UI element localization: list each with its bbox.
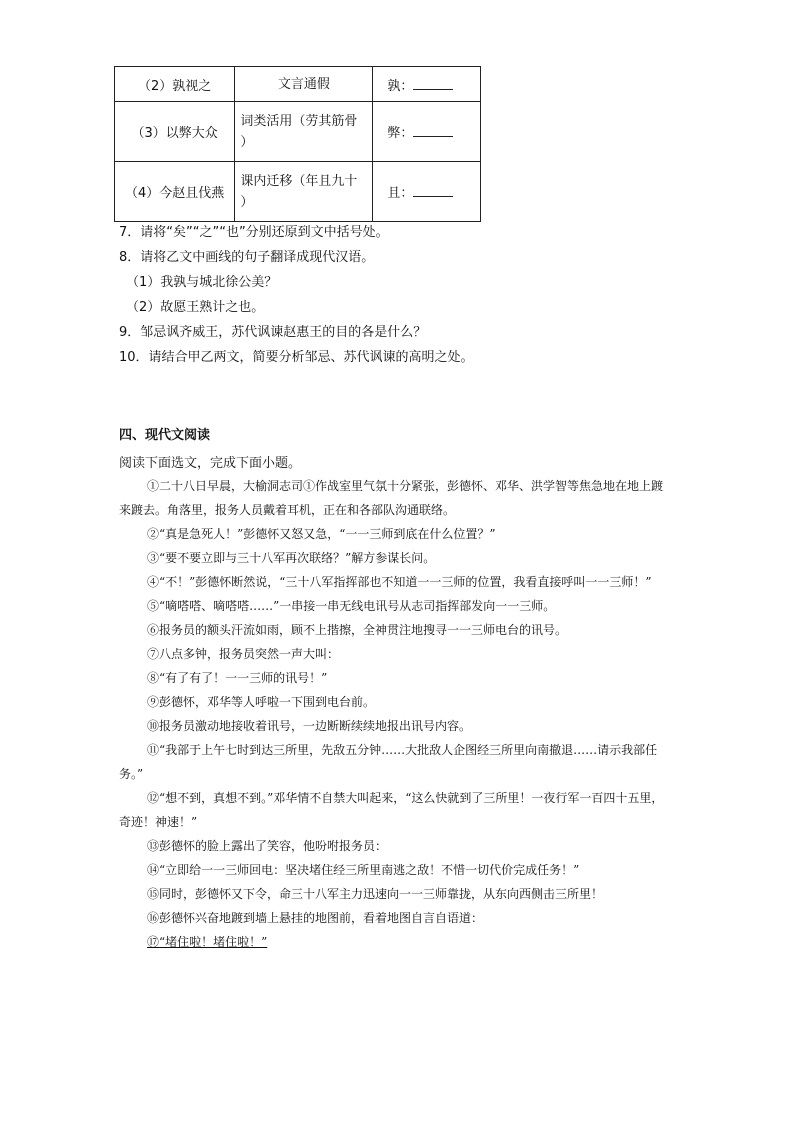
passage-paragraph: ⑪“我部于上午七时到达三所里，先敌五分钟……大批敌人企图经三所里向南撤退……请示我部任务。” [119, 743, 658, 781]
table-cell-answer: 孰： [373, 67, 481, 102]
answer-blank[interactable] [413, 124, 453, 137]
reading-passage [119, 474, 664, 954]
question-7: 7．请将“矣”“之”“也”分别还原到文中括号处。 [119, 225, 389, 240]
passage-paragraph: ⑦八点多钟，报务员突然一声大叫： [147, 647, 340, 661]
passage-paragraph: ⑬彭德怀的脸上露出了笑容，他吩咐报务员： [147, 839, 388, 853]
table-row [115, 102, 481, 162]
section-instruction: 阅读下面选文，完成下面小题。 [119, 456, 302, 471]
table-cell-answer: 弊： [373, 102, 481, 162]
question-8: 8．请将乙文中画线的句子翻译成现代汉语。 [119, 250, 375, 265]
question-8-2: （2）故愿王熟计之也。 [126, 300, 265, 315]
passage-paragraph: ⑮同时，彭德怀又下令，命三十八军主力迅速向一一三师靠拢，从东向西侧击三所里！ [147, 887, 604, 901]
table-cell-item: （2）孰视之 [115, 67, 235, 102]
answer-blank[interactable] [413, 77, 453, 90]
passage-paragraph: ⑯彭德怀兴奋地踱到墙上悬挂的地图前，看着地图自言自语道： [147, 911, 484, 925]
table-cell-type: 文言通假 [235, 67, 373, 102]
table-cell-type: 课内迁移（年且九十 ） [235, 162, 373, 222]
passage-paragraph: ⑩报务员激动地接收着讯号，一边断断续续地报出讯号内容。 [147, 719, 472, 733]
passage-paragraph: ⑫“想不到，真想不到。”邓华情不自禁大叫起来，“这么快就到了三所里！一夜行军一百四十五里，奇迹！神速！” [119, 791, 664, 829]
question-10: 10．请结合甲乙两文，简要分析邹忌、苏代讽谏的高明之处。 [119, 350, 474, 365]
passage-paragraph: ⑧“有了有了！一一三师的讯号！” [147, 671, 328, 685]
passage-paragraph: ⑤“嘀嗒嗒、嘀嗒嗒……”一串接一串无线电讯号从志司指挥部发向一一三师。 [147, 599, 556, 613]
passage-paragraph: ⑭“立即给一一三师回电：坚决堵住经三所里南逃之敌！不惜一切代价完成任务！” [147, 863, 580, 877]
table-row [115, 162, 481, 222]
passage-paragraph-underlined: ⑰“堵住啦！堵住啦！” [147, 935, 268, 949]
passage-paragraph: ⑨彭德怀，邓华等人呼啦一下围到电台前。 [147, 695, 376, 709]
table-cell-item: （3）以弊大众 [115, 102, 235, 162]
exercise-table [114, 66, 481, 222]
passage-paragraph: ④“不！”彭德怀断然说，“三十八军指挥部也不知道一一三师的位置，我看直接呼叫一一三师！” [147, 575, 652, 589]
table-cell-type: 词类活用（劳其筋骨 ） [235, 102, 373, 162]
passage-paragraph: ①二十八日早晨，大榆洞志司①作战室里气氛十分紧张，彭德怀、邓华、洪学智等焦急地在地上踱来踱去。角落里，报务人员戴着耳机，正在和各部队沟通联络。 [119, 479, 664, 517]
passage-paragraph: ⑥报务员的额头汗流如雨，顾不上揩擦，全神贯注地搜寻一一三师电台的讯号。 [147, 623, 568, 637]
question-8-1: （1）我孰与城北徐公美？ [126, 275, 278, 290]
answer-blank[interactable] [413, 184, 453, 197]
table-cell-answer: 且： [373, 162, 481, 222]
table-cell-item: （4）今赵且伐燕 [115, 162, 235, 222]
passage-paragraph: ②“真是急死人！”彭德怀又怒又急，“一一三师到底在什么位置？” [147, 527, 496, 541]
question-9: 9．邹忌讽齐威王，苏代讽谏赵惠王的目的各是什么？ [119, 325, 427, 340]
section-title: 四、现代文阅读 [119, 428, 211, 443]
passage-paragraph: ③“要不要立即与三十八军再次联络？”解方参谋长问。 [147, 551, 436, 565]
table-row [115, 67, 481, 102]
